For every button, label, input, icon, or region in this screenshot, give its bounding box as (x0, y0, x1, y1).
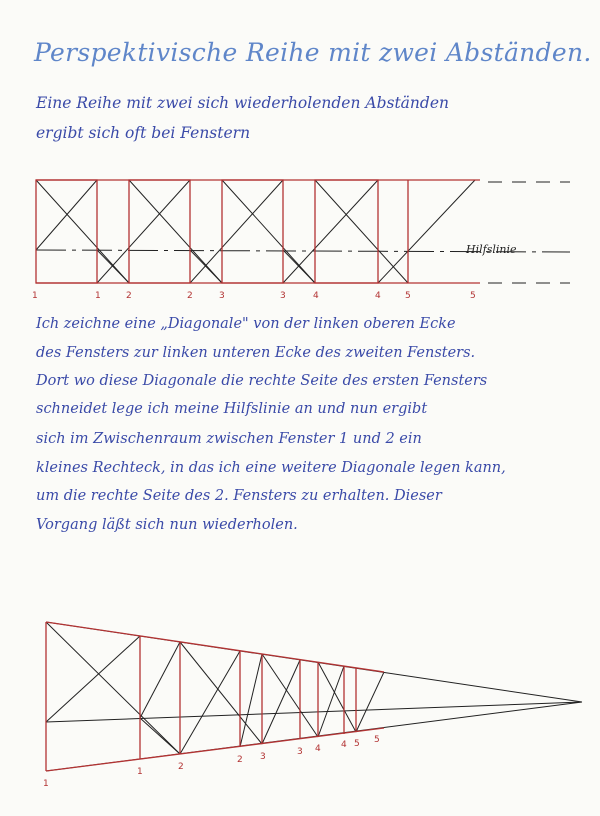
window-2 (129, 180, 190, 283)
diagonal (378, 180, 475, 283)
number-label: 4 (341, 740, 347, 750)
number-label: 2 (126, 291, 132, 301)
intro-line-1: Eine Reihe mit zwei sich wiederholenden Abständen (36, 94, 449, 112)
diagonal (283, 180, 378, 283)
number-label: 1 (43, 779, 49, 789)
page-title: Perspektivische Reihe mit zwei Abständen. (34, 38, 592, 67)
number-label: 5 (354, 739, 360, 749)
number-label: 5 (405, 291, 411, 301)
number-label: 5 (470, 291, 476, 301)
diagonal (315, 180, 408, 283)
number-label: 1 (32, 291, 38, 301)
number-label: 1 (95, 291, 101, 301)
diagonal (140, 718, 180, 754)
diagonal (36, 180, 129, 283)
paragraph-line-3: Dort wo diese Diagonale die rechte Seite des ersten Fensters (36, 373, 488, 389)
paragraph-line-8: Vorgang läßt sich nun wiederholen. (36, 517, 298, 533)
auxiliary-line-label: Hilfslinie (466, 243, 517, 256)
number-label: 1 (137, 767, 143, 777)
diagram1-numbers (32, 291, 476, 301)
number-label: 3 (297, 747, 303, 757)
diagonal (318, 666, 344, 737)
number-label: 3 (219, 291, 225, 301)
number-label: 4 (375, 291, 381, 301)
paragraph-line-5: sich im Zwischenraum zwischen Fenster 1 und 2 ein (36, 431, 422, 447)
paragraph-line-4: schneidet lege ich meine Hilfslinie an und nun ergibt (36, 401, 428, 417)
number-label: 2 (187, 291, 193, 301)
window-4 (315, 180, 378, 283)
number-label: 3 (260, 752, 266, 762)
paragraph-line-2: des Fensters zur linken unteren Ecke des zweiten Fensters. (36, 345, 476, 361)
number-label: 4 (313, 291, 319, 301)
diagonal (356, 672, 384, 732)
diagonal (46, 636, 140, 722)
diagram2-numbers (43, 735, 380, 789)
bottom-edge-red (46, 728, 384, 771)
top-edge-red (46, 622, 384, 672)
number-label: 2 (237, 755, 243, 765)
number-label: 3 (280, 291, 286, 301)
number-label: 4 (315, 744, 321, 754)
diagonal (180, 651, 240, 754)
intro-line-2: ergibt sich oft bei Fenstern (36, 124, 251, 142)
perspective-lines (46, 622, 582, 771)
diagonal (140, 642, 180, 718)
number-label: 2 (178, 762, 184, 772)
paragraph-line-1: Ich zeichne eine „Diagonale" von der linken oberen Ecke (36, 316, 456, 332)
diagonal (240, 654, 262, 747)
paragraph-line-6: kleines Rechteck, in das ich eine weitere Diagonale legen kann, (36, 460, 506, 476)
number-label: 5 (374, 735, 380, 745)
diagonal (180, 642, 262, 744)
window-3 (222, 180, 283, 283)
paragraph-line-7: um die rechte Seite des 2. Fensters zu erhalten. Dieser (36, 488, 442, 504)
window-1 (36, 180, 97, 283)
diagonal (46, 622, 180, 754)
